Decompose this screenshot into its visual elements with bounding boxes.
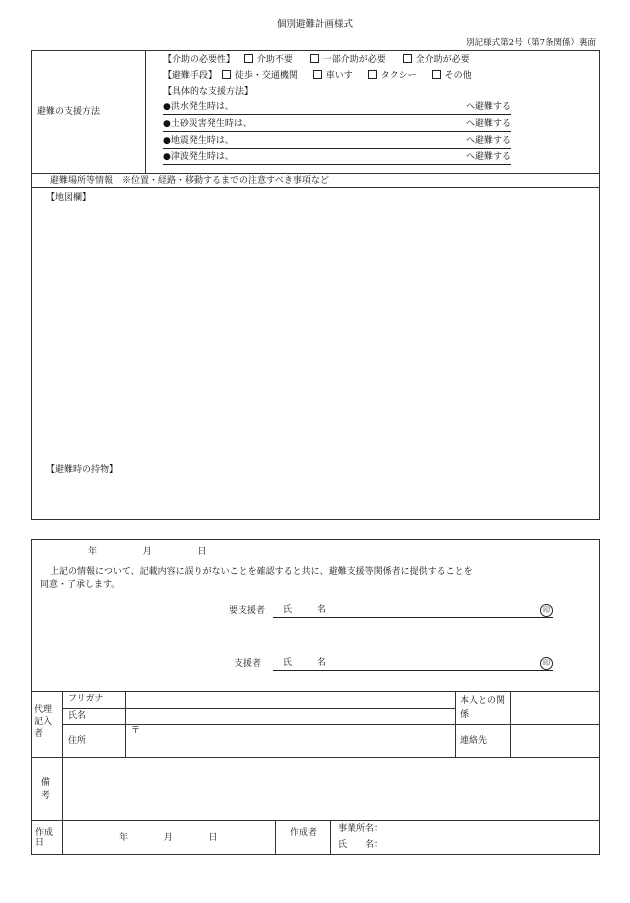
- means-option-2: 車いす: [325, 71, 353, 81]
- means-option-1: 徒歩・交通機関: [234, 71, 298, 81]
- assistance-checkbox-1[interactable]: [244, 54, 253, 63]
- means-checkbox-2[interactable]: [313, 70, 322, 79]
- evac-info-label: 避難場所等情報 ※位置・経路・移動するまでの注意すべき事項など: [50, 176, 329, 186]
- creation-year-label: 年: [119, 833, 129, 843]
- furigana-field[interactable]: [127, 693, 453, 707]
- earthquake-field[interactable]: [163, 135, 511, 149]
- map-area[interactable]: [40, 208, 590, 458]
- means-option-3: タクシー: [380, 71, 417, 81]
- assistance-option-2: 一部介助が必要: [322, 55, 386, 65]
- tsunami-suffix: へ避難する: [465, 152, 511, 162]
- method-label: 【具体的な支援方法】: [163, 87, 254, 97]
- consent-day-label: 日: [197, 547, 207, 557]
- flood-label: ●洪水発生時は、: [163, 102, 234, 112]
- belongings-label: 【避難時の持物】: [46, 465, 119, 475]
- address-label: 住所: [68, 736, 87, 746]
- remarks-label: 備考: [41, 778, 51, 801]
- postal-mark: 〒: [131, 726, 141, 736]
- assistance-row: [163, 54, 470, 66]
- form-number: 別記様式第2号（第7条関係）裏面: [466, 38, 596, 48]
- relation-field[interactable]: [512, 693, 598, 723]
- assistance-label: 【介助の必要性】: [163, 55, 236, 65]
- means-option-4: その他: [444, 71, 472, 81]
- creator-label: 作成者: [290, 828, 318, 838]
- creation-day-label: 日: [208, 833, 218, 843]
- supporter-name-label: 氏 名: [283, 658, 335, 668]
- earthquake-suffix: へ避難する: [465, 136, 511, 146]
- supporter-label: 支援者: [234, 659, 262, 669]
- contact-label: 連絡先: [460, 736, 488, 746]
- requester-name-label: 氏 名: [283, 605, 335, 615]
- landslide-suffix: へ避難する: [465, 119, 511, 129]
- creation-month-label: 月: [163, 833, 173, 843]
- requester-label: 要支援者: [229, 606, 266, 616]
- contact-field[interactable]: [512, 726, 598, 756]
- consent-text-1: 上記の情報について、記載内容に誤りがないことを確認すると共に、避難支援等関係者に提供することを: [50, 567, 473, 577]
- creation-date: [119, 833, 218, 844]
- tsunami-field[interactable]: [163, 151, 511, 165]
- means-checkbox-1[interactable]: [222, 70, 231, 79]
- assistance-checkbox-3[interactable]: [403, 54, 412, 63]
- consent-date: [88, 547, 207, 558]
- furigana-label: フリガナ: [68, 694, 104, 704]
- proxy-label: 代理記入者: [34, 705, 53, 739]
- flood-suffix: へ避難する: [465, 102, 511, 112]
- support-row-label: 避難の支援方法: [37, 107, 101, 117]
- relation-label: 本人との関係: [460, 696, 506, 720]
- assistance-option-3: 全介助が必要: [415, 55, 470, 65]
- requester-seal: 印: [540, 604, 553, 617]
- tsunami-label: ●津波発生時は、: [163, 152, 234, 162]
- form-title: 個別避難計画様式: [276, 19, 353, 30]
- proxy-name-field[interactable]: [127, 710, 453, 723]
- earthquake-label: ●地震発生時は、: [163, 136, 234, 146]
- proxy-name-label: 氏名: [68, 711, 87, 721]
- landslide-label: ●土砂災害発生時は、: [163, 119, 252, 129]
- means-label: 【避難手段】: [163, 71, 218, 81]
- consent-text-2: 同意・了承します。: [40, 580, 121, 590]
- address-field[interactable]: [127, 726, 453, 756]
- supporter-seal: 印: [540, 657, 553, 670]
- requester-name-field[interactable]: [273, 603, 553, 618]
- consent-year-label: 年: [88, 547, 98, 557]
- creation-date-label: 作成日: [35, 828, 54, 848]
- means-checkbox-3[interactable]: [368, 70, 377, 79]
- means-row: [163, 70, 472, 82]
- creator-name-label: 氏 名：: [338, 840, 384, 850]
- consent-month-label: 月: [142, 547, 152, 557]
- remarks-field[interactable]: [64, 759, 598, 819]
- flood-field[interactable]: [163, 101, 511, 115]
- office-label: 事業所名：: [338, 824, 384, 834]
- map-label: 【地図欄】: [46, 193, 92, 203]
- means-checkbox-4[interactable]: [432, 70, 441, 79]
- assistance-checkbox-2[interactable]: [310, 54, 319, 63]
- assistance-option-1: 介助不要: [256, 55, 293, 65]
- supporter-name-field[interactable]: [273, 656, 553, 671]
- landslide-field[interactable]: [163, 118, 511, 132]
